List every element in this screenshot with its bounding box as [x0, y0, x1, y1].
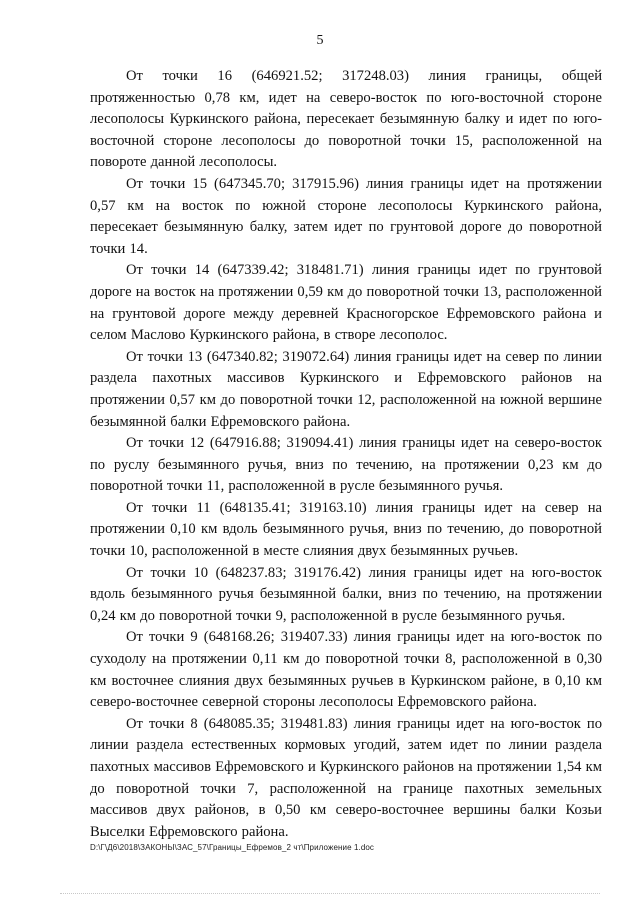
paragraph-point-9: От точки 9 (648168.26; 319407.33) линия границы идет на юго-восток по суходолу на протяжении 0,11 км до поворотной точки 8, расположенной в 0,30 км восточнее слияния двух безымянных ручьев в Куркинском районе, в 0,10 км северо-восточнее северной стороны лесополосы Ефремовского района. [90, 629, 602, 711]
document-body [90, 66, 602, 843]
paragraph-point-10: От точки 10 (648237.83; 319176.42) линия границы идет на юго-восток вдоль безымянного ручья безымянной балки, вниз по течению, на протяжении 0,24 км до поворотной точки 9, расположенной в русле безымянного ручья. [90, 564, 602, 624]
paragraph-point-11: От точки 11 (648135.41; 319163.10) линия границы идет на север на протяжении 0,10 км вдоль безымянного ручья, вниз по течению, до поворотной точки 10, расположенной в месте слияния двух безымянных ручьев. [90, 499, 602, 560]
paragraph-point-16: От точки 16 (646921.52; 317248.03) линия границы, общей протяженностью 0,78 км, идет на северо-восток по юго-восточной стороне лесополосы Куркинского района, пересекает безымянную балку и идет по юго-восточной стороне лесополосы до поворотной точки 15, расположенной на повороте данной лесополосы. [90, 68, 602, 171]
paragraph-point-15: От точки 15 (647345.70; 317915.96) линия границы идет на протяжении 0,57 км на восток по южной стороне лесополосы Куркинского района, пересекает безымянную балку, затем идет по грунтовой дороге до поворотной точки 14. [90, 175, 602, 257]
paragraph-point-8: От точки 8 (648085.35; 319481.83) линия границы идет на юго-восток по линии раздела естественных кормовых угодий, затем идет по линии раздела пахотных массивов Ефремовского и Куркинского районов на протяжении 1,54 км до поворотной точки 7, расположенной на границе пахотных земельных массивов двух районов, в 0,50 км северо-восточнее вершины балки Козьи Выселки Ефремовского района. [90, 715, 602, 840]
paragraph-point-13: От точки 13 (647340.82; 319072.64) линия границы идет на север по линии раздела пахотных массивов Куркинского и Ефремовского районов на протяжении 0,57 км до поворотной точки 12, расположенной на южной вершине безымянной балки Ефремовского района. [90, 348, 602, 430]
footer-file-path: D:\Г\Д6\2018\ЗАКОНЫ\ЗАС_57\Границы_Ефремов_2 чт\Приложение 1.doc [90, 843, 375, 852]
paragraph-point-14: От точки 14 (647339.42; 318481.71) линия границы идет по грунтовой дороге на восток на протяжении 0,59 км до поворотной точки 13, расположенной на грунтовой дороге между деревней Красногорское Ефремовского района и селом Маслово Куркинского района, в створе лесополос. [90, 262, 602, 344]
paragraph-point-12: От точки 12 (647916.88; 319094.41) линия границы идет на северо-восток по руслу безымянного ручья, вниз по течению, на протяжении 0,23 км до поворотной точки 11, расположенной в русле безымянного ручья. [90, 435, 602, 495]
page-number: 5 [316, 33, 324, 48]
scan-edge-artifact [60, 893, 600, 895]
